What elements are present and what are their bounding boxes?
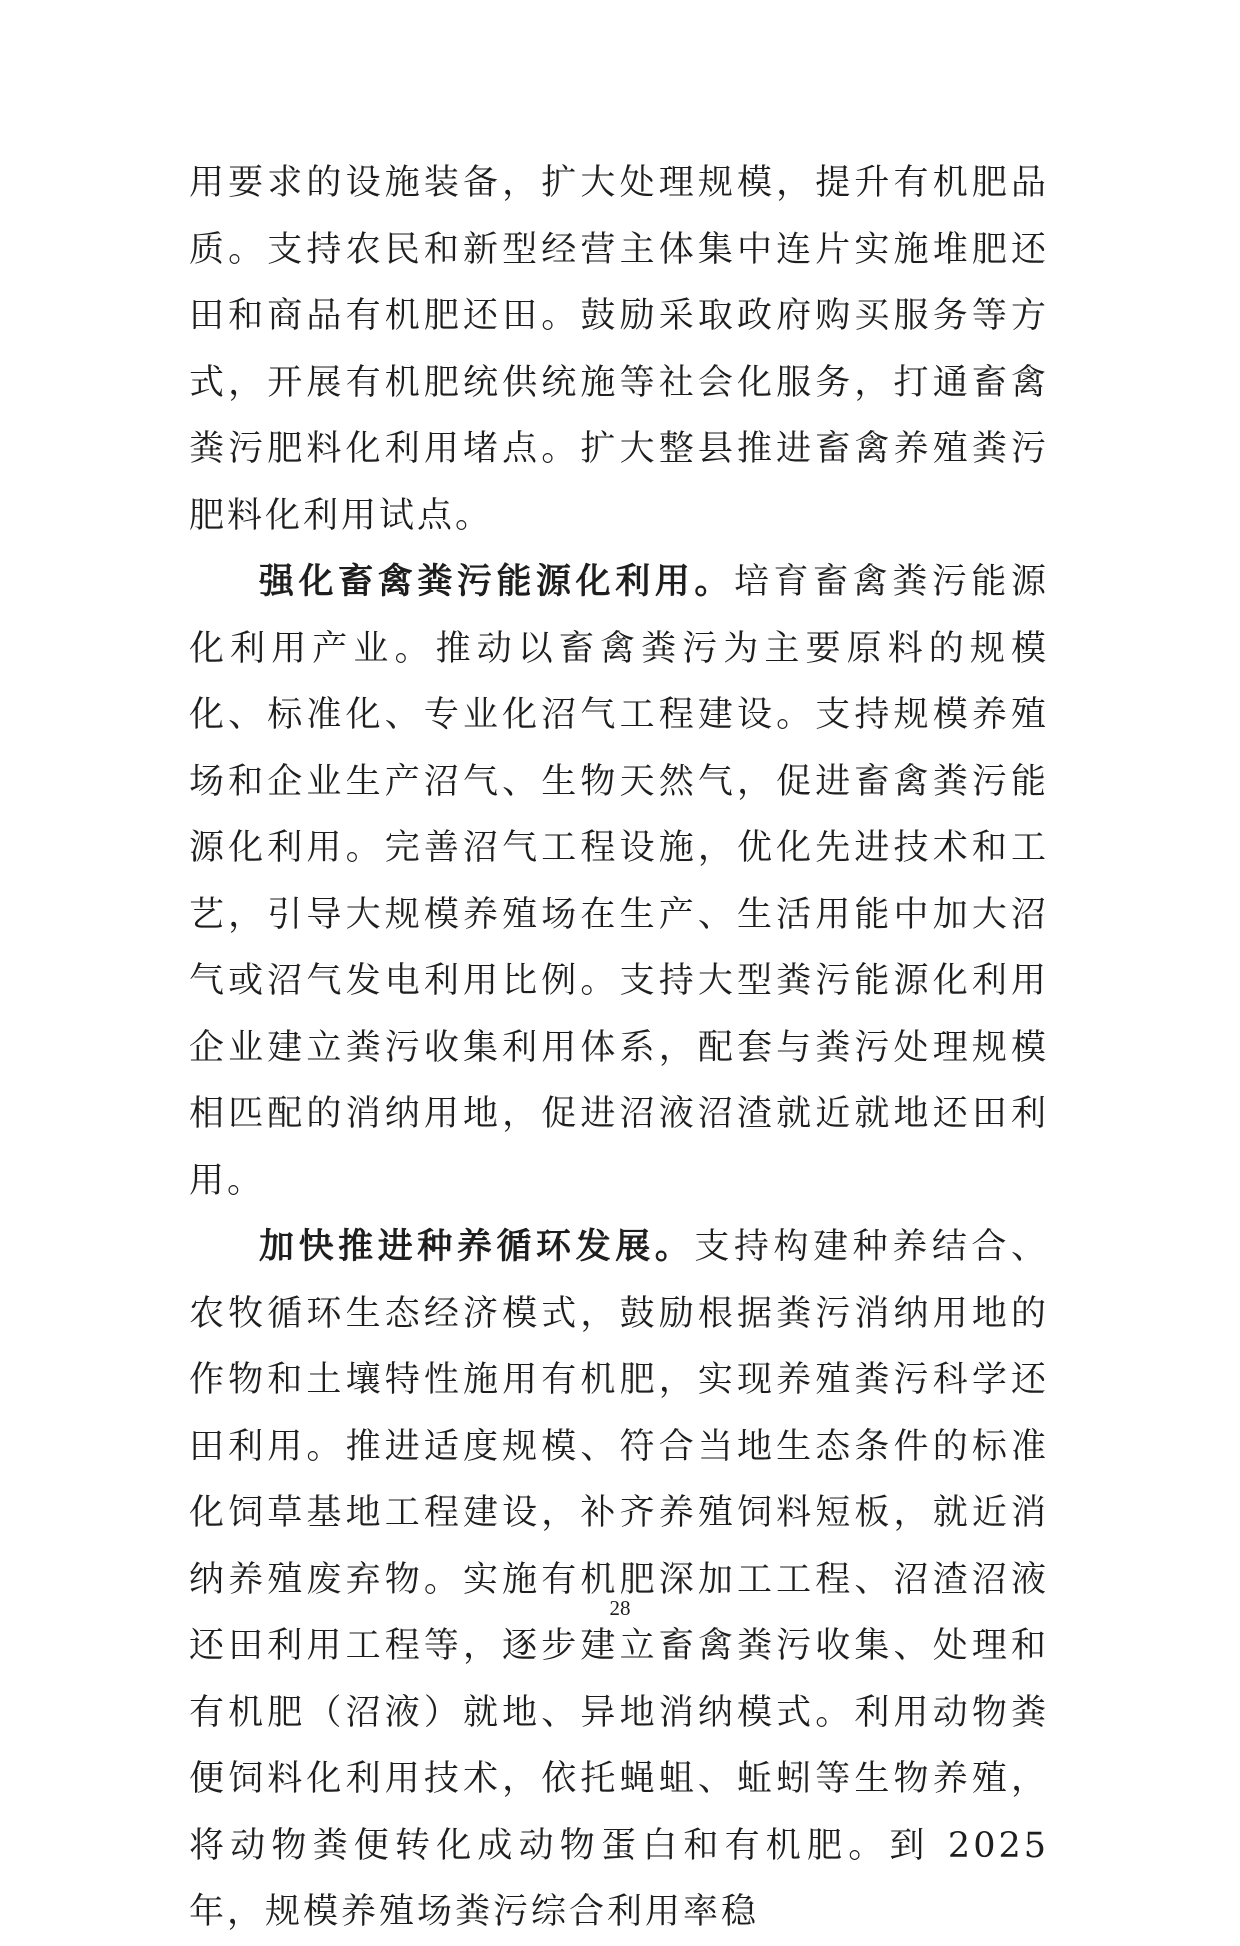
paragraph-3-text: 支持构建种养结合、农牧循环生态经济模式，鼓励根据粪污消纳用地的作物和土壤特性施用有机肥，实现养殖粪污科学还田利用。推进适度规模、符合当地生态条件的标准化饲草基地工程建设，补齐养殖饲料短板，就近消纳养殖废弃物。实施有机肥深加工工程、沼渣沼液还田利用工程等，逐步建立畜禽粪污收集、处理和有机肥（沼液）就地、异地消纳模式。利用动物粪便饲料化利用技术，依托蝇蛆、蚯蚓等生物养殖，将动物粪便转化成动物蛋白和有机肥。到 2025 年，规模养殖场粪污综合利用率稳	[189, 1227, 1049, 1932]
paragraph-3	[189, 1214, 1049, 1946]
paragraph-1	[189, 150, 1049, 549]
paragraph-2-heading: 强化畜禽粪污能源化利用。	[259, 562, 734, 602]
paragraph-3-heading: 加快推进种养循环发展。	[259, 1227, 695, 1267]
body-text	[189, 150, 1049, 1946]
paragraph-2-text: 培育畜禽粪污能源化利用产业。推动以畜禽粪污为主要原料的规模化、标准化、专业化沼气工程建设。支持规模养殖场和企业生产沼气、生物天然气，促进畜禽粪污能源化利用。完善沼气工程设施，优化先进技术和工艺，引导大规模养殖场在生产、生活用能中加大沼气或沼气发电利用比例。支持大型粪污能源化利用企业建立粪污收集利用体系，配套与粪污处理规模相匹配的消纳用地，促进沼液沼渣就近就地还田利用。	[189, 562, 1049, 1201]
page-number: 28	[609, 1596, 631, 1620]
paragraph-1-text: 用要求的设施装备，扩大处理规模，提升有机肥品质。支持农民和新型经营主体集中连片实施堆肥还田和商品有机肥还田。鼓励采取政府购买服务等方式，开展有机肥统供统施等社会化服务，打通畜禽粪污肥料化利用堵点。扩大整县推进畜禽养殖粪污肥料化利用试点。	[189, 163, 1049, 536]
paragraph-2	[189, 549, 1049, 1214]
